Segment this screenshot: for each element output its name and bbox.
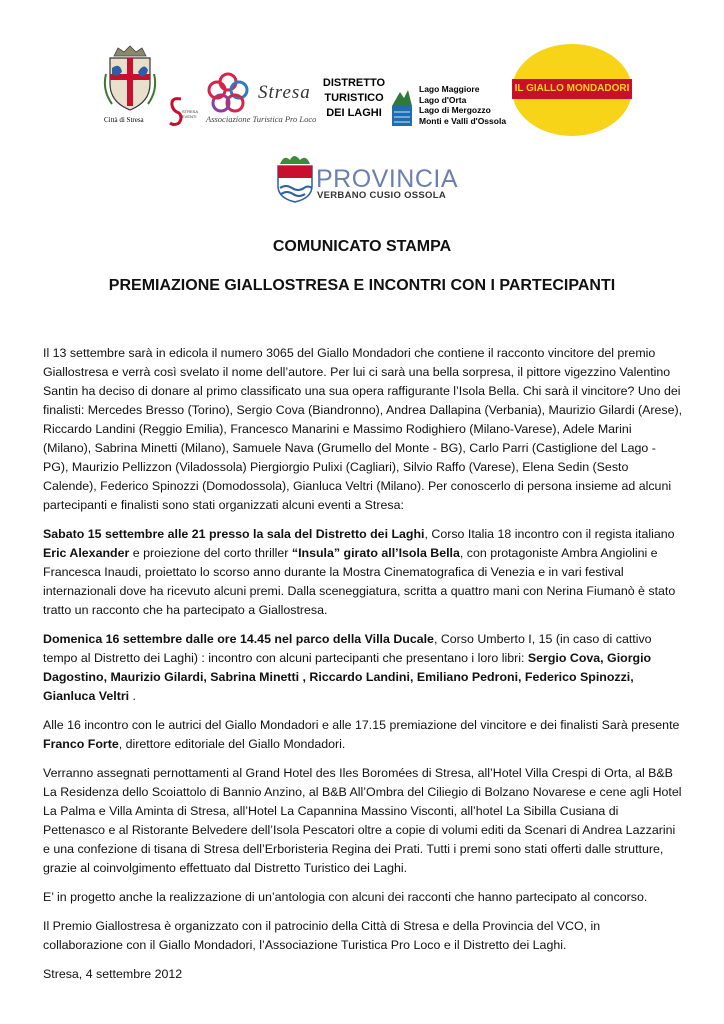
sabato-date: Sabato 15 settembre alle 21 presso la sala del Distretto dei Laghi [43,527,425,541]
paragraph-intro: Il 13 settembre sarà in edicola il numero 3065 del Giallo Mondadori che contiene il racconto vincitore del premio Giallostresa e verrà così svelato il nome dell’autore. Per lui ci sarà una bella sorpresa, il pittore vigezzino Valentino Santin ha deciso di donare al primo classificato una sua opera raffigurante l’Isola Bella. Chi sarà il vincitore? Uno dei finalisti: Mercedes Bresso (Torino), Sergio Cova (Biandronno), Andrea Dallapina (Verbania), Maurizio Gilardi (Arese), Riccardo Landini (Reggio Emilia), Francesco Manarini e Massimo Rodighiero (Milano-Varese), Adele Marini (Milano), Sabrina Minetti (Milano), Samuele Nava (Grumello del Monte - BG), Carlo Parri (Castiglione del Lago - PG), Maurizio Pellizzon (Viladossola) Piergiorgio Pulixi (Cagliari), Silvio Raffo (Varese), Elena Sedin (Sesto Calende), Federico Spinozzi (Domodossola), Gianluca Veltri (Milano). Per conoscerlo di persona insieme ad alcuni partecipanti e finalisti sono stati organizzati alcuni eventi a Stresa: [43,346,683,512]
press-release-body [43,344,683,994]
distretto-logo [318,76,390,128]
distretto-line-3: DEI LAGHI [326,107,382,119]
domenica-authors: Sergio Cova, Giorgio Dagostino, Maurizio Gilardi, Sabrina Minetti , Riccardo Landini, Emiliano Pedroni, Federico Spinozzi, Gianluca Veltri [43,651,652,703]
sabato-text-3: , con protagoniste Ambra Angiolini e Francesca Inaudi, proiettato lo scorso anno durante la Mostra Cinematografica di Venezia e in vari festival internazionali dove ha ricevuto alcuni premi. Dalla sceneggiatura, scritta a quattro mani con Nerina Fiumanò è stato tratto un racconto che ha partecipato a Giallostresa. [43,546,676,617]
laghi-line-1: Lago Maggiore [419,84,480,94]
sabato-text-1: , Corso Italia 18 incontro con il regista italiano [424,527,675,541]
sabato-text-2: e proiezione del corto thriller [129,546,292,560]
paragraph-sabato [43,525,683,620]
giallo-mondadori-label: IL GIALLO MONDADORI [512,79,632,99]
coat-of-arms-icon [100,44,160,114]
page-subtitle: PREMIAZIONE GIALLOSTRESA E INCONTRI CON I PARTECIPANTI [108,277,616,294]
flower-icon [204,70,252,116]
paragraph-patrocinio: Il Premio Giallostresa è organizzato con il patrocinio della Città di Stresa e della Provincia del VCO, in collaborazione con il Giallo Mondadori, l’Associazione Turistica Pro Loco e il Distretto dei Laghi. [43,919,601,952]
laghi-line-3: Lago di Mergozzo [419,105,491,115]
date-line: Stresa, 4 settembre 2012 [43,967,183,981]
paragraph-antologia: E’ in progetto anche la realizzazione di un’antologia con alcuni dei racconti che hanno partecipato al concorso. [43,890,648,904]
paragraph-premi: Verranno assegnati pernottamenti al Grand Hotel des Iles Boromées di Stresa, all’Hotel Villa Crespi di Orta, al B&B La Residenza dello Scoiattolo di Bannio Anzino, al B&B All’Ombra del Ciliegio di Bolzano Novarese e cene agli Hotel La Palma e Villa Aminta di Stresa, all’Hotel La Capannina Massino Visconti, all’hotel La Sibilla Cusiana di Pettenasco e al Ristorante Belvedere dell’Isola Pescatori oltre a copie di volumi editi da Scenari di Andrea Lazzarini e una confezione di tisana di Stresa dell’Erboristeria Regina dei Prati. Tutti i premi sono stati offerti dalle strutture, grazie al coinvolgimento effettuato dal Distretto Turistico dei Laghi. [43,766,682,875]
laghi-logo [392,84,512,130]
stresa-eventi-logo [168,95,196,135]
paragraph-domenica [43,630,683,706]
provincia-crest-icon [274,152,316,204]
stresa-eventi-label: STRESA EVENTI [182,109,198,119]
proloco-logo [200,70,320,132]
page-title: COMUNICATO STAMPA [272,238,452,255]
domenica-text-2: . [129,689,136,703]
citta-stresa-logo [100,44,160,128]
distretto-line-2: TURISTICO [324,92,384,104]
proloco-stresa-word: Stresa [258,82,311,103]
provincia-sub: VERBANO CUSIO OSSOLA [317,190,446,201]
laghi-line-4: Monti e Valli d'Ossola [419,115,507,126]
domenica-text-1: , Corso Umberto I, 15 (in caso di cattivo tempo al Distretto dei Laghi) : incontro con alcuni partecipanti che presentano i loro libri: [43,632,652,665]
provincia-logo [274,152,459,208]
laghi-line-2: Lago d'Orta [419,94,467,105]
premiazione-text-1: Alle 16 incontro con le autrici del Giallo Mondadori e alle 17.15 premiazione del vincitore e dei finalisti Sarà presente [43,718,680,732]
sabato-film: “Insula” girato all’Isola Bella [291,546,460,560]
lake-mountain-icon [392,86,412,126]
provincia-word: PROVINCIA [316,165,459,193]
citta-stresa-label: Città di Stresa [104,116,144,124]
premiazione-editor: Franco Forte [43,737,119,751]
proloco-assoc-label: Associazione Turistica Pro Loco [206,114,317,124]
premiazione-text-2: , direttore editoriale del Giallo Mondadori. [118,737,346,751]
sabato-director: Eric Alexander [43,546,130,560]
distretto-line-1: DISTRETTO [322,77,386,89]
paragraph-premiazione [43,716,683,754]
domenica-date: Domenica 16 settembre dalle ore 14.45 nel parco della Villa Ducale [43,632,434,646]
giallo-mondadori-logo [512,44,632,136]
